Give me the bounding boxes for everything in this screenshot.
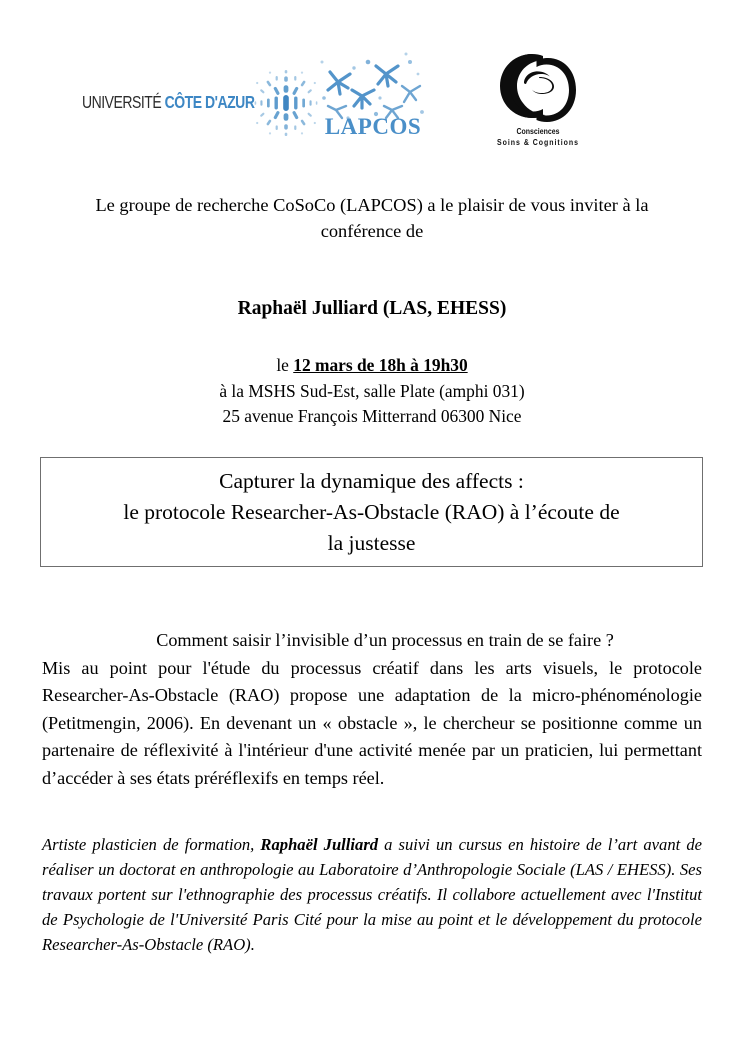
universite-cote-dazur-logo (82, 80, 282, 126)
uca-word-cote-dazur: CÔTE D'AZUR (164, 92, 255, 113)
cosoco-caption-line1: Consciences (516, 126, 560, 136)
speaker-biography (42, 832, 702, 957)
cosoco-logo (484, 48, 592, 178)
talk-title (49, 466, 694, 559)
invitation-text: Le groupe de recherche CoSoCo (LAPCOS) a le plaisir de vous inviter à la conférence de (95, 195, 649, 241)
uca-word-universite: UNIVERSITÉ (82, 92, 165, 113)
logo-band (0, 40, 744, 152)
bio-speaker-name: Raphaël Julliard (260, 835, 379, 854)
talk-title-box (40, 457, 703, 567)
event-details (60, 353, 684, 430)
talk-title-line3: la justesse (327, 530, 416, 555)
cosoco-double-c-icon (492, 48, 584, 128)
lapcos-logo (318, 52, 428, 177)
event-date-prefix: le (276, 355, 294, 375)
abstract-body: Mis au point pour l'étude du processus créatif dans les arts visuels, le protocole Researcher-As-Obstacle (RAO) propose une adaptation de la micro-phénoménologie (Petitmengin, 2006). En devenant un « obstacle », le chercheur se positionne comme un partenaire de réflexivité à l'intérieur d'une activité menée par un praticien, lui permettant d’accéder à ses états préréflexifs en temps réel. (42, 657, 702, 788)
talk-title-line1: Capturer la dynamique des affects : (219, 468, 524, 493)
abstract-lead-question: Comment saisir l’invisible d’un processus en train de se faire ? (156, 630, 614, 650)
cosoco-caption (494, 126, 583, 147)
uca-wordmark (82, 94, 254, 112)
uca-radial-dots-icon (250, 67, 322, 139)
cosoco-caption-line2: Soins & Cognitions (497, 136, 579, 147)
talk-title-line2: le protocole Researcher-As-Obstacle (RAO) à l’écoute de (123, 499, 620, 524)
abstract-paragraph (42, 627, 702, 792)
event-date-line (60, 353, 684, 379)
speaker-name: Raphaël Julliard (LAS, EHESS) (237, 298, 507, 319)
event-address: 25 avenue François Mitterrand 06300 Nice (222, 406, 522, 426)
event-venue: à la MSHS Sud-Est, salle Plate (amphi 031) (219, 380, 525, 401)
lapcos-wordmark: LAPCOS (324, 114, 422, 139)
bio-part-2: a suivi un cursus en histoire de l’art avant de réaliser un doctorat en anthropologie au Laboratoire d’Anthropologie Sociale (LAS / EHESS). Ses travaux portent sur l'ethnographie des processus créatifs. Il collabore actuellement avec l'Institut de Psychologie de l'Université Paris Cité pour la mise au point et le développement du protocole Researcher-As-Obstacle (RAO). (42, 835, 702, 954)
event-date-time: 12 mars de 18h à 19h30 (293, 355, 468, 375)
bio-part-1: Artiste plasticien de formation, (42, 835, 261, 854)
